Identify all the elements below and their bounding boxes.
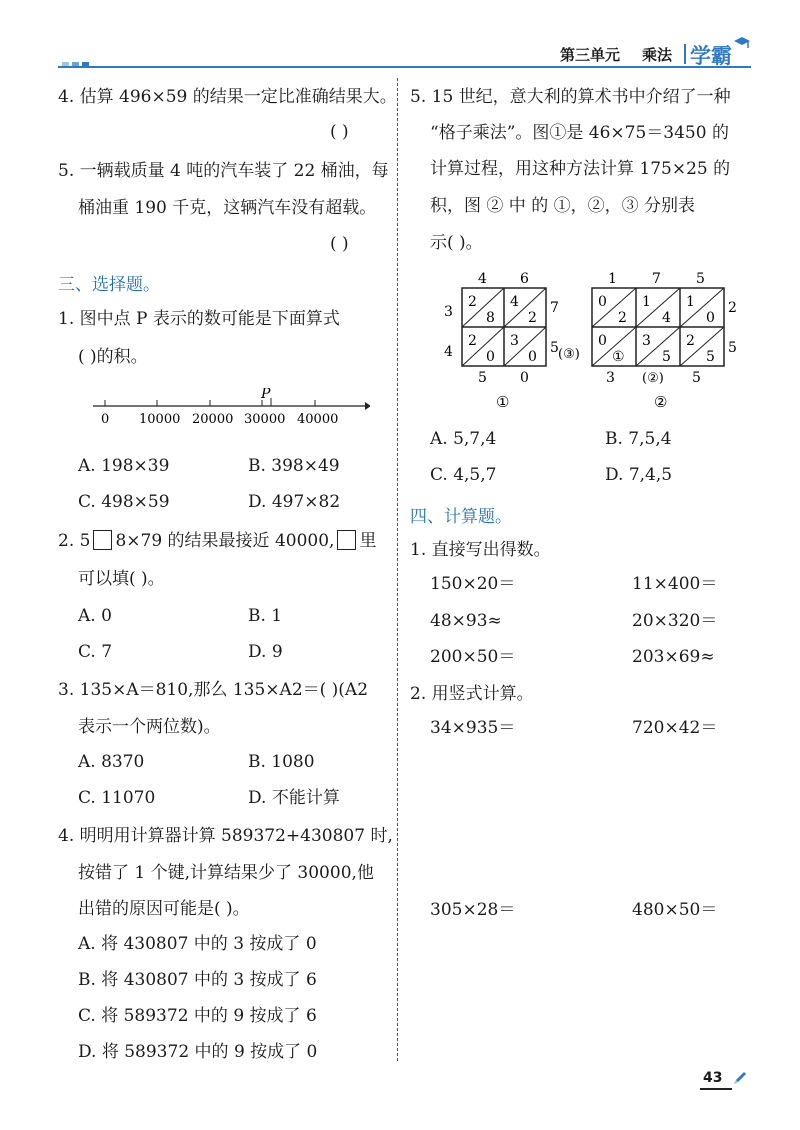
- choice-q5-line4: 积，图 ② 中 的 ①，②，③ 分别表: [430, 196, 696, 216]
- choice-q2-line1: [58, 530, 376, 552]
- calc2-item-2[interactable]: 720×42＝: [632, 718, 718, 738]
- choice-q5-line5: 示( )。: [430, 233, 483, 253]
- tick-label-0: 0: [101, 412, 110, 427]
- tick-label-20000: 20000: [192, 412, 234, 427]
- choice-q5-line1: 5. 15 世纪，意大利的算术书中介绍了一种: [410, 87, 731, 107]
- fig2-top-5: 5: [696, 271, 705, 287]
- q5-option-c[interactable]: C. 4,5,7: [430, 465, 497, 485]
- judge-q5-answer-blank[interactable]: ( ): [330, 234, 349, 254]
- lattice-figure-2: [558, 266, 748, 416]
- fig1-cell-b-tens: 4: [510, 294, 519, 310]
- q4-option-a[interactable]: A. 将 430807 中的 3 按成了 0: [78, 934, 317, 954]
- choice-q4-line3: 出错的原因可能是( )。: [78, 899, 250, 919]
- fig2-caption: ②: [654, 393, 668, 411]
- fig2-cell-e-tens: 3: [642, 333, 651, 349]
- brand-logo: 学霸: [690, 44, 732, 68]
- choice-q1-line2: ( )的积。: [78, 347, 148, 367]
- q3-option-d[interactable]: D. 不能计算: [248, 788, 340, 808]
- fig2-bottom-5: 5: [692, 370, 701, 386]
- choice-q1-line1: 1. 图中点 P 表示的数可能是下面算式: [58, 309, 340, 329]
- choice-q3-line1: 3. 135×A＝810,那么 135×A2＝( )(A2: [58, 680, 369, 700]
- fig2-cell-b-tens: 1: [642, 294, 651, 310]
- judge-q4-answer-blank[interactable]: ( ): [330, 122, 349, 142]
- fig1-cell-d-tens: 3: [510, 333, 519, 349]
- calc1-item-3[interactable]: 48×93≈: [430, 611, 502, 631]
- header-rule: [58, 66, 751, 68]
- q4-option-b[interactable]: B. 将 430807 中的 3 按成了 6: [78, 970, 317, 990]
- fig2-top-7: 7: [652, 271, 661, 287]
- fig2-cell-c-ones: 0: [706, 310, 715, 326]
- fig1-cell-c-tens: 2: [468, 333, 477, 349]
- header-topic: 乘法: [642, 46, 673, 64]
- calc2-item-3[interactable]: 305×28＝: [430, 900, 516, 920]
- q2-option-d[interactable]: D. 9: [248, 642, 283, 662]
- calc2-item-4[interactable]: 480×50＝: [632, 900, 718, 920]
- judge-q5-line1: 5. 一辆载质量 4 吨的汽车装了 22 桶油，每: [58, 161, 389, 181]
- fig1-cell-a-tens: 2: [468, 294, 477, 310]
- choice-q5-line2: “格子乘法”。图①是 46×75＝3450 的: [430, 123, 729, 143]
- fig2-cell-a-ones: 2: [618, 310, 627, 326]
- calc1-title: 1. 直接写出得数。: [410, 540, 551, 560]
- fig1-cell-b-ones: 2: [528, 310, 537, 326]
- calc1-item-6[interactable]: 203×69≈: [632, 647, 715, 667]
- footer-rule: [700, 1088, 732, 1090]
- mortarboard-icon: [734, 36, 750, 50]
- q2-blank-box[interactable]: [93, 530, 112, 550]
- choice-q2-line2: 可以填( )。: [78, 569, 165, 589]
- q2-text-pre: 2. 5: [58, 531, 91, 551]
- section-four-title: 四、计算题。: [410, 507, 512, 527]
- fig1-left-3: 3: [444, 304, 453, 320]
- choice-q5-line3: 计算过程，用这种方法计算 175×25 的: [430, 159, 731, 179]
- fig1-top-6: 6: [520, 271, 529, 287]
- q2-text-post: 里: [359, 531, 377, 551]
- choice-q3-line2: 表示一个两位数)。: [78, 717, 221, 737]
- fig1-top-4: 4: [478, 271, 487, 287]
- tick-label-10000: 10000: [139, 412, 181, 427]
- q3-option-a[interactable]: A. 8370: [78, 752, 145, 772]
- calc2-item-1[interactable]: 34×935＝: [430, 718, 516, 738]
- q1-option-d[interactable]: D. 497×82: [248, 492, 341, 512]
- q4-option-d[interactable]: D. 将 589372 中的 9 按成了 0: [78, 1042, 318, 1062]
- fig1-right-7: 7: [550, 300, 559, 316]
- q5-option-b[interactable]: B. 7,5,4: [605, 429, 672, 449]
- fig2-bottom-3: 3: [606, 370, 615, 386]
- q2-option-b[interactable]: B. 1: [248, 606, 283, 626]
- lattice-figure-1: [440, 266, 570, 416]
- point-p-label: P: [261, 388, 271, 402]
- calc1-item-5[interactable]: 200×50＝: [430, 647, 516, 667]
- calc1-item-1[interactable]: 150×20＝: [430, 574, 516, 594]
- column-divider: [397, 78, 398, 1061]
- fig2-cell-c-tens: 1: [686, 294, 695, 310]
- choice-q4-line2: 按错了 1 个键,计算结果少了 30000,他: [78, 863, 374, 883]
- fig2-cell-d-tens: 0: [598, 333, 607, 349]
- q3-option-c[interactable]: C. 11070: [78, 788, 156, 808]
- calc1-item-4[interactable]: 20×320＝: [632, 611, 718, 631]
- header-dots-decor: [62, 53, 89, 72]
- fig1-cell-a-ones: 8: [486, 310, 495, 326]
- fig1-right-5: 5: [550, 340, 559, 356]
- q2-blank-box-ref: [337, 530, 356, 550]
- fig2-cell-f-ones: 5: [706, 349, 715, 365]
- judge-q5-line2: 桶油重 190 千克，这辆汽车没有超载。: [78, 198, 377, 218]
- tick-label-40000: 40000: [297, 412, 339, 427]
- q2-option-a[interactable]: A. 0: [78, 606, 112, 626]
- section-three-title: 三、选择题。: [58, 275, 160, 295]
- q1-option-a[interactable]: A. 198×39: [78, 456, 170, 476]
- fig1-cell-c-ones: 0: [486, 349, 495, 365]
- fig2-bottom-marker: (②): [642, 371, 664, 386]
- fig2-cell-b-ones: 4: [662, 310, 671, 326]
- choice-q4-line1: 4. 明明用计算器计算 589372+430807 时,: [58, 826, 393, 846]
- fig1-bottom-0: 0: [520, 370, 529, 386]
- page-number: 43: [703, 1070, 723, 1086]
- tick-label-30000: 30000: [244, 412, 286, 427]
- fig2-right-5: 5: [728, 340, 737, 356]
- fig2-top-1: 1: [608, 271, 617, 287]
- q3-option-b[interactable]: B. 1080: [248, 752, 315, 772]
- header-unit: 第三单元: [560, 46, 621, 64]
- q5-option-a[interactable]: A. 5,7,4: [430, 429, 497, 449]
- judge-q4-text: 4. 估算 496×59 的结果一定比准确结果大。: [58, 87, 397, 107]
- q2-text-mid: 8×79 的结果最接近 40000,: [115, 531, 335, 551]
- number-line: [85, 388, 370, 428]
- calc1-item-2[interactable]: 11×400＝: [632, 574, 718, 594]
- fig1-left-4: 4: [444, 344, 453, 360]
- fig2-cell-d-ones-marker: ①: [612, 349, 625, 365]
- fig2-right-2: 2: [728, 300, 737, 316]
- q5-option-d[interactable]: D. 7,4,5: [605, 465, 673, 485]
- fig2-left-marker: (③): [558, 347, 580, 362]
- fig2-cell-f-tens: 2: [686, 333, 695, 349]
- fig2-cell-a-tens: 0: [598, 294, 607, 310]
- header-divider: [684, 44, 686, 64]
- q4-option-c[interactable]: C. 将 589372 中的 9 按成了 6: [78, 1006, 317, 1026]
- fig1-bottom-5: 5: [478, 370, 487, 386]
- q1-option-b[interactable]: B. 398×49: [248, 456, 340, 476]
- q1-option-c[interactable]: C. 498×59: [78, 492, 170, 512]
- pencil-icon: [732, 1070, 748, 1086]
- fig1-cell-d-ones: 0: [528, 349, 537, 365]
- fig2-cell-e-ones: 5: [662, 349, 671, 365]
- q2-option-c[interactable]: C. 7: [78, 642, 113, 662]
- fig1-caption: ①: [496, 393, 510, 411]
- calc2-title: 2. 用竖式计算。: [410, 684, 534, 704]
